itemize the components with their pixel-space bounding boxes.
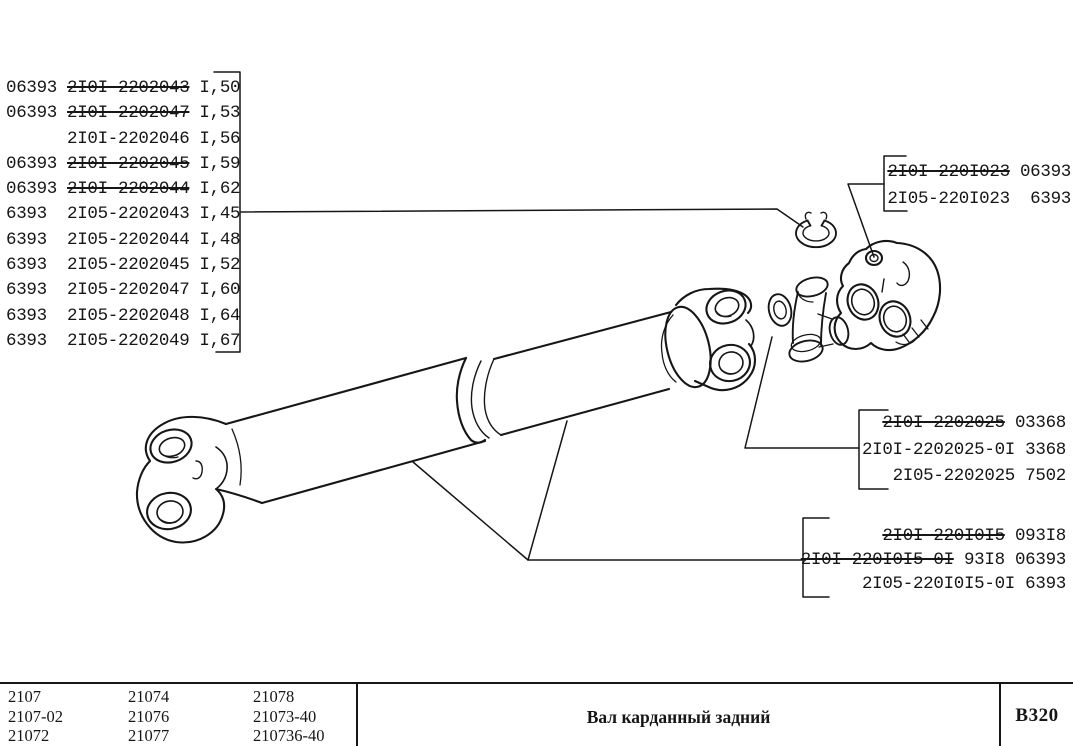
- leader-to-tube-left: [413, 462, 803, 560]
- part-number: 2I0I-220I023: [887, 162, 1010, 182]
- catalog-code: 6393: [6, 204, 47, 225]
- shaft-variant-row: [6, 329, 240, 354]
- catalog-code: 6393: [1014, 574, 1066, 594]
- length-value: I,48: [199, 229, 241, 250]
- model-column: [8, 687, 63, 746]
- part-number: 2I05-2202047: [67, 280, 190, 301]
- shaft-variant-row: [6, 278, 240, 303]
- leader-to-flange: [848, 184, 884, 257]
- model-number: 2107: [8, 687, 41, 706]
- part-number: 2I0I-2202047: [67, 103, 190, 124]
- shaft-variant-row: [6, 101, 240, 126]
- callout-brackets-and-leaders: [214, 72, 907, 597]
- catalog-code: 6393: [6, 229, 47, 250]
- shaft-variant-row: [6, 304, 240, 329]
- right-yoke: [676, 285, 755, 390]
- part-number: 2I05-2202025: [892, 466, 1015, 486]
- model-number: 21076: [128, 706, 170, 726]
- model-number: 2107-02: [8, 706, 63, 726]
- part-label-row: [862, 437, 1066, 464]
- model-number: 210736-40: [253, 726, 325, 745]
- model-number: 21073-40: [253, 706, 317, 726]
- sheet-code: В320: [1015, 705, 1059, 726]
- shaft-variant-row: [6, 253, 240, 278]
- catalog-code: 6393: [6, 280, 47, 301]
- part-number: 2I0I-2202025: [882, 413, 1005, 433]
- part-label-row: [862, 410, 1066, 437]
- part-label-row: [887, 159, 1071, 186]
- applicable-models-cell: [0, 684, 358, 746]
- length-value: I,60: [199, 280, 241, 301]
- length-value: I,53: [199, 103, 241, 124]
- length-value: I,59: [199, 153, 241, 174]
- shaft-variant-row: [6, 127, 240, 152]
- part-number: 2I0I-2202045: [67, 153, 190, 174]
- part-number: 2I0I-2202043: [67, 78, 190, 98]
- shaft-variant-list: [6, 76, 240, 354]
- catalog-code: 06393: [6, 78, 58, 98]
- snap-ring: [796, 212, 836, 247]
- length-value: I,50: [199, 78, 241, 98]
- crosspiece-part-labels: [862, 410, 1066, 490]
- drawing-title-cell: [358, 684, 1001, 746]
- model-column: [253, 687, 325, 746]
- flange-yoke: [835, 241, 940, 350]
- model-number: 21072: [8, 726, 50, 745]
- flange-part-labels: [887, 159, 1071, 213]
- shaft-variant-row: [6, 76, 240, 101]
- part-label-row: [801, 524, 1066, 548]
- catalog-code: 6393: [6, 255, 47, 276]
- part-number: 2I0I-2202044: [67, 179, 190, 200]
- shaft-variant-row: [6, 152, 240, 177]
- length-value: I,56: [199, 128, 241, 149]
- part-number: 2I05-220I0I5-0I: [861, 574, 1015, 594]
- part-label-row: [801, 548, 1066, 572]
- part-label-row: [887, 186, 1071, 213]
- part-number: 2I05-220I023: [887, 189, 1010, 209]
- length-value: I,67: [199, 330, 241, 351]
- catalog-code: 06393: [6, 153, 58, 174]
- part-label-row: [862, 463, 1066, 490]
- part-number: 2I0I-2202025-0I: [861, 439, 1015, 460]
- shaft-assembly-part-labels: [801, 524, 1066, 596]
- model-number: 21077: [128, 726, 170, 745]
- model-number: 21078: [253, 687, 295, 706]
- part-number: 2I05-2202045: [67, 255, 190, 276]
- length-value: I,45: [199, 204, 241, 225]
- model-column: [128, 687, 169, 746]
- sheet-code-cell: [1001, 684, 1073, 746]
- length-value: I,52: [199, 255, 241, 276]
- part-label-row: [801, 572, 1066, 596]
- catalog-code: 03368: [1004, 413, 1066, 433]
- catalog-code: 06393: [6, 103, 58, 124]
- drawing-title: Вал карданный задний: [586, 707, 771, 727]
- part-number: 2I0I-220I0I5-0I: [800, 550, 954, 570]
- shaft-variant-row: [6, 202, 240, 227]
- catalog-code: 3368: [1014, 439, 1066, 460]
- leader-to-snap-ring: [241, 209, 803, 227]
- leader-to-tube-right: [528, 421, 567, 560]
- catalog-code: 93I8 06393: [953, 550, 1066, 570]
- catalog-code: 06393: [1009, 162, 1071, 182]
- part-number: 2I0I-220I0I5: [882, 526, 1005, 546]
- spider-crosspiece: [765, 274, 851, 364]
- catalog-code: 7502: [1014, 466, 1066, 486]
- part-number: 2I05-2202043: [67, 204, 190, 225]
- catalog-code: 6393: [6, 305, 47, 326]
- part-number: 2I05-2202044: [67, 229, 190, 250]
- part-number: 2I05-2202048: [67, 305, 190, 326]
- catalog-code: 6393: [1009, 189, 1071, 209]
- title-block: [0, 682, 1073, 746]
- length-value: I,62: [199, 179, 241, 200]
- catalog-code: 06393: [6, 179, 58, 200]
- shaft-variant-row: [6, 228, 240, 253]
- leader-to-crosspiece: [745, 337, 859, 448]
- left-yoke: [137, 417, 262, 543]
- catalog-code: 6393: [6, 330, 47, 351]
- part-number: 2I0I-2202046: [67, 128, 190, 149]
- catalog-code: 093I8: [1004, 526, 1066, 546]
- part-number: 2I05-2202049: [67, 330, 190, 351]
- shaft-variant-row: [6, 177, 240, 202]
- length-value: I,64: [199, 305, 241, 326]
- driveshaft-tube: [226, 302, 718, 503]
- model-number: 21074: [128, 687, 170, 706]
